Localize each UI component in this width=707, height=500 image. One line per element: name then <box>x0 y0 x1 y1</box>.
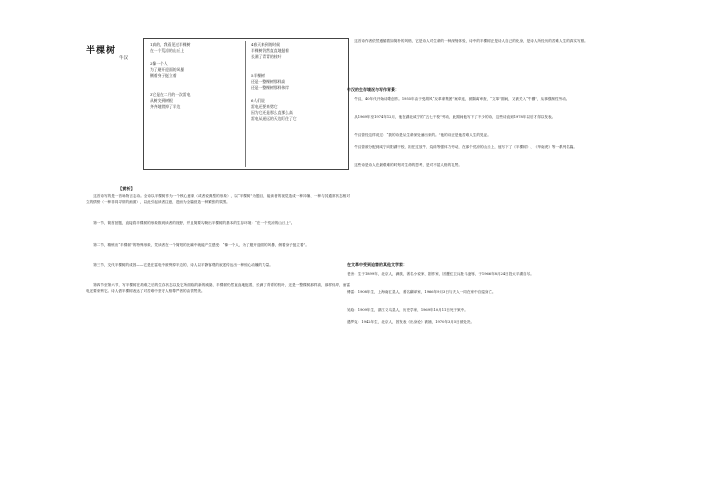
appreciation-paragraph: 第二节，精炼出“半棵树”的特殊形象，凭读者在一个简短的比喻中就能产生感受：“像一个人，为了避开迎面的风暴，侧着身子挺立着”。 <box>93 243 309 247</box>
poem-left-column <box>150 42 190 110</box>
appreciation-paragraph: 第一节，简首拍题，直接将半棵树的形象推到读者的视野，并且简要勾勒出半棵树的基本的生存环境：“在一个荒凉的山丘上”。 <box>93 221 295 225</box>
poem-line: 齐齐地劈掉了半边 <box>150 103 181 109</box>
poem-line: 还是一整棵树那样高 <box>251 79 286 85</box>
poem-box <box>143 38 349 170</box>
poem-line: 3它是在二月的一次雷电 <box>150 91 191 97</box>
poem-line: 半棵树仍然直直地挺着 <box>251 48 289 54</box>
poem-line: 雷电还要来劈它 <box>251 103 278 109</box>
writing-background-paragraph: 这些诗是诗人在最艰难的时刻对生命的思考，是对不屈人格的礼赞。 <box>354 163 462 167</box>
appreciation-heading: 【赏析】 <box>118 186 135 191</box>
poem-line: 雷电从遥远的天边盯住了它 <box>251 116 297 122</box>
poem-line: 因为它还是那么直那么高 <box>251 110 293 116</box>
author-entry: 遇罗克：1942年生，北京人，因发表《出身论》被捕，1970年3月5日被处决。 <box>347 320 475 324</box>
poem-line: 从树尖到树根 <box>150 97 173 103</box>
poem-author: 牛汉 <box>119 56 128 61</box>
poem-line: 6人们说 <box>251 97 265 103</box>
appreciation-paragraph: 第三节，交代半棵树的成因——它是在雷电中被劈掉半边的，诗人以平静客观的叙述传达出一种惊心动魄的力量。 <box>93 263 273 267</box>
poem-line: 在一个荒凉的山丘上 <box>150 48 185 54</box>
poem-line: 1真的，我看见过半棵树 <box>150 42 191 47</box>
appreciation-paragraph: 第四节至第六节，写半棵树在劫难之后的生存状态以及它所面临的新的威胁，半棵树仍然直直地挺着，长满了青青的枝叶，还是一整棵树那样高，那样伟岸，而雷电还要来劈它。诗人借半棵树表达了对苦难中坚守人格尊严者的由衷赞美。 <box>86 283 350 293</box>
poem-line: 5半棵树 <box>251 72 265 78</box>
persecuted-authors-heading: 在文革中受到迫害的其他文学家： <box>347 262 407 267</box>
poem-line: 2像一个人 <box>150 60 168 66</box>
poem-line: 4春天来到的时候 <box>251 42 280 47</box>
poem-title: 半棵树 <box>86 46 117 56</box>
author-entry: 傅雷：1908年生，上海南汇县人，著名翻译家，1966年9月3日与夫人一同在家中自缢身亡。 <box>347 290 496 294</box>
author-entry: 吴晗：1909年生，浙江义乌县人，历史学家，1969年10月11日死于狱中。 <box>347 308 468 312</box>
poem-line: 为了避开迎面的风暴 <box>150 66 185 72</box>
poem-right-column <box>251 42 297 122</box>
poem-line: 还是一整棵树那样伟岸 <box>251 85 289 91</box>
writing-background-paragraph: 牛汉，40年代开始诗歌创作。1955年由于受胡风“反革命集团”案牵连，被隔离审查，“文革”期间，又被关入“牛棚”，从事强制性劳动。 <box>354 97 570 101</box>
poem-line: 侧着身子挺立着 <box>150 72 177 78</box>
poem-divider <box>245 41 246 167</box>
writing-background-paragraph: 牛汉曾被分配到咸宁向阳湖干校，担任过放牛、烧砖等强体力劳动，在那个荒凉的山丘上，他写下了《半棵树》、《华南虎》等一系列名篇。 <box>354 145 577 149</box>
author-entry: 老舍：生于1899年，北京人，满族，著名小说家、剧作家，因遭红卫兵批斗凌辱，于1966年8月24日投太平湖自尽。 <box>347 272 534 276</box>
writing-background-paragraph: 牛汉曾经这样说过：“我的诗是从生命深处涌出来的。”他的诗正是他苦难人生的见证。 <box>354 133 491 137</box>
writing-background-paragraph: 从1969年至1974年12月，他在湖北咸宁的“五七干校”劳动，此期间他写下了不少的诗，这些诗直到1978年以后才得以发表。 <box>354 115 556 119</box>
writing-background-heading: 牛汉的生存境况与写作背景： <box>347 87 399 92</box>
poem-line: 长满了青青的枝叶 <box>251 54 282 60</box>
appreciation-paragraph: 这首诗写的是一首咏物言志诗。全诗以半棵树作为一个核心意象（或者说典型的形象），以“半棵树”为题目，能读者的视觉造成一种冲撞、一种与其通常状态相对立的情势（一种非同寻常的画面），以此引起读者注意，进而为全篇营造一种紧张的氛围。 <box>86 194 350 204</box>
right-intro: 这首诗作者依然遵循着如简朴的风格，它是诗人对生命的一种深刻体验，诗中的半棵树正是诗人自己的化身，是诗人所经历的苦难人生的真实写照。 <box>354 39 588 43</box>
